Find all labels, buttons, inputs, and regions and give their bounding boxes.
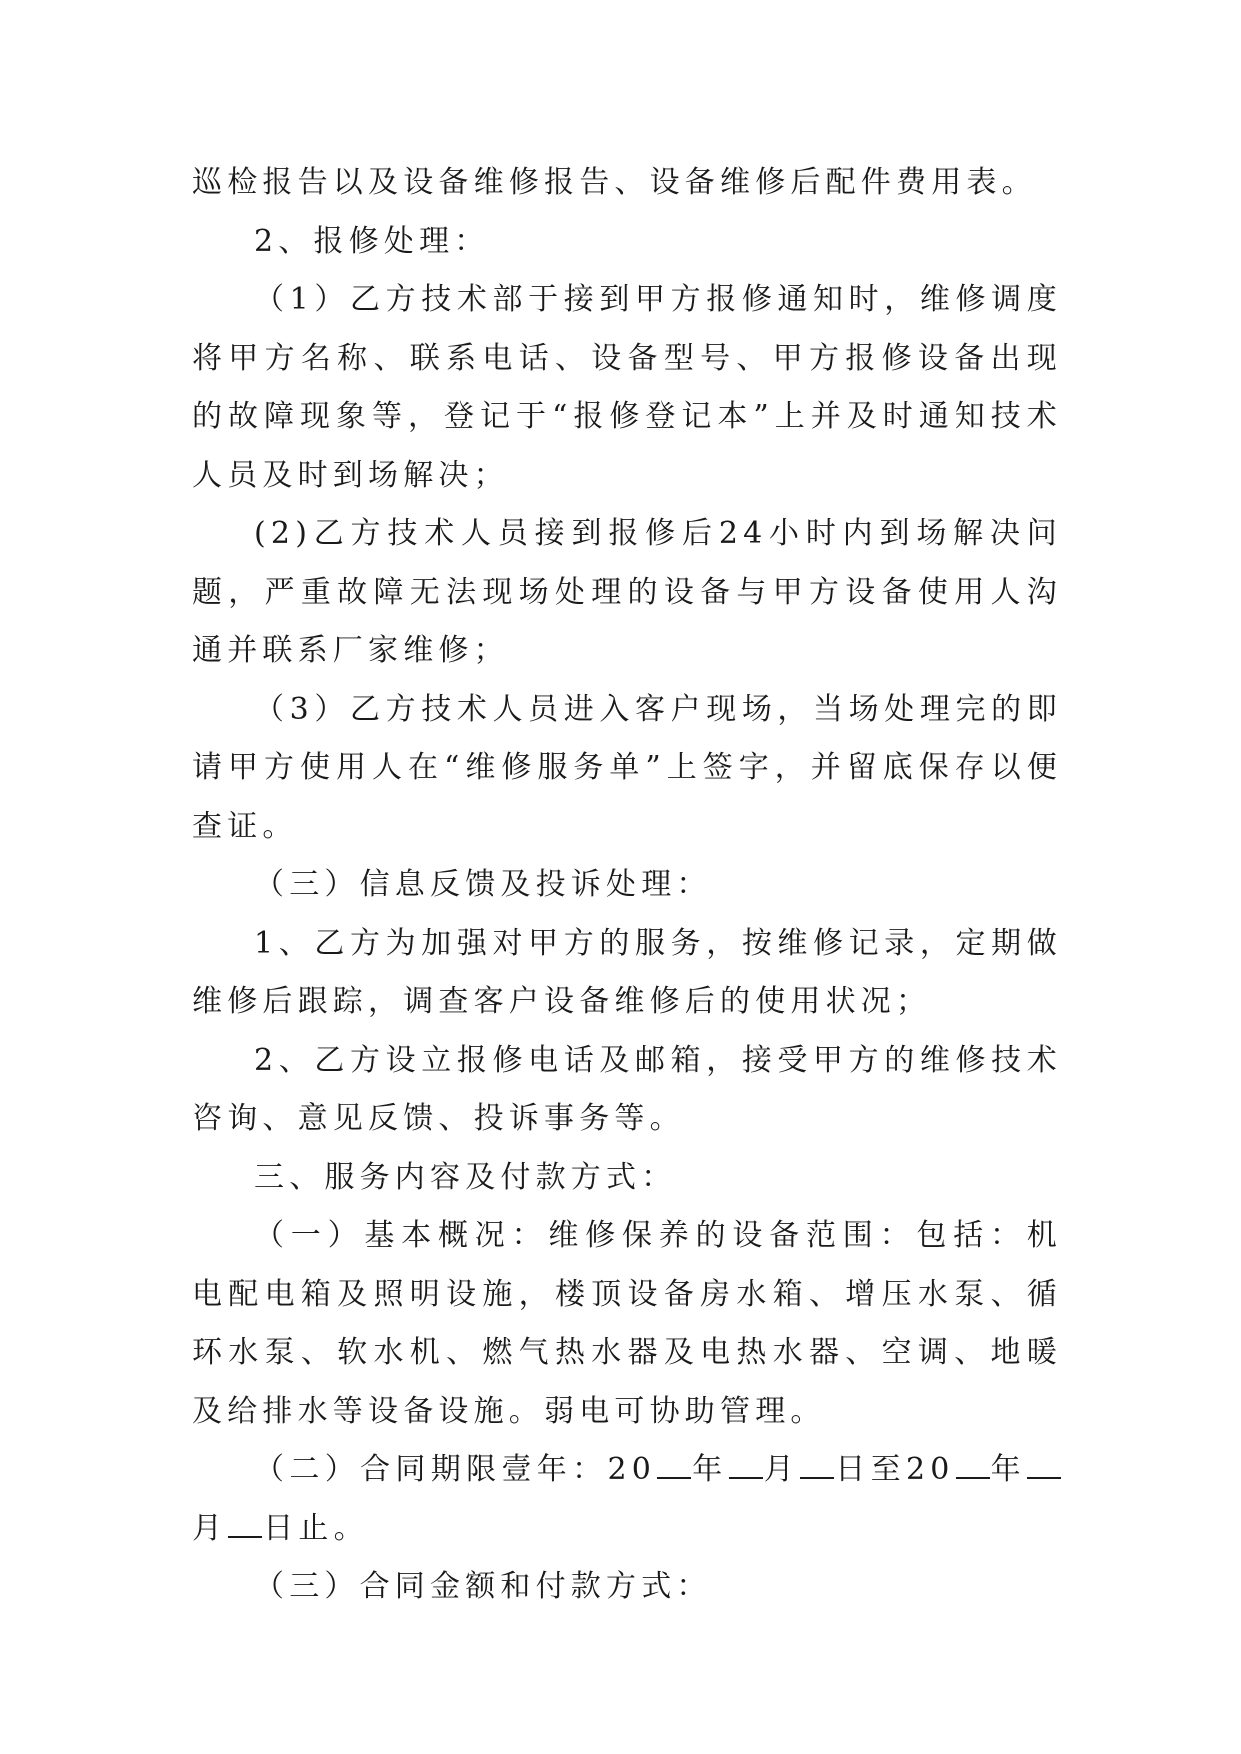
- document-body: [192, 154, 1062, 1617]
- paragraph-scope: （一）基本概况：维修保养的设备范围：包括：机电配电箱及照明设施，楼顶设备房水箱、增压水泵、循环水泵、软水机、燃气热水器及电热水器、空调、地暖及给排水等设备设施。弱电可协助管理。: [192, 1218, 1062, 1429]
- term-suffix: 止。: [298, 1510, 369, 1546]
- term-to: 至: [870, 1452, 906, 1487]
- blank-start-day[interactable]: [800, 1451, 834, 1479]
- blank-end-day[interactable]: [228, 1510, 262, 1538]
- blank-start-month[interactable]: [729, 1451, 763, 1479]
- paragraph-contract-term: [192, 1441, 1062, 1558]
- term-start-month-char: 月: [763, 1452, 800, 1487]
- blank-end-month[interactable]: [1027, 1451, 1061, 1479]
- paragraph-24h-response: (2)乙方技术人员接到报修后24小时内到场解决问题，严重故障无法现场处理的设备与甲方设备使用人沟通并联系厂家维修；: [192, 516, 1062, 668]
- paragraph-inspection-report: 巡检报告以及设备维修报告、设备维修后配件费用表。: [192, 165, 1037, 200]
- term-end-year-char: 年: [990, 1452, 1027, 1487]
- blank-end-year[interactable]: [956, 1451, 990, 1479]
- heading-amount-payment: （三）合同金额和付款方式：: [254, 1569, 712, 1604]
- heading-repair-handling: 2、报修处理：: [254, 223, 490, 259]
- term-start-year-prefix: 20: [607, 1452, 657, 1487]
- term-end-year-prefix: 20: [905, 1452, 955, 1487]
- heading-feedback-complaints: （三）信息反馈及投诉处理：: [254, 867, 712, 902]
- paragraph-service-sheet: （3）乙方技术人员进入客户现场，当场处理完的即请甲方使用人在“维修服务单”上签字，并留底保存以便查证。: [192, 691, 1062, 844]
- paragraph-repair-notice: （1）乙方技术部于接到甲方报修通知时，维修调度将甲方名称、联系电话、设备型号、甲方报修设备出现的故障现象等，登记于“报修登记本”上并及时通知技术人员及时到场解决；: [192, 282, 1062, 493]
- term-start-day-char: 日: [835, 1452, 871, 1487]
- term-end-day-char: 日: [263, 1510, 299, 1546]
- paragraph-hotline: 2、乙方设立报修电话及邮箱，接受甲方的维修技术咨询、意见反馈、投诉事务等。: [192, 1042, 1062, 1136]
- term-end-month-char: 月: [192, 1510, 228, 1546]
- heading-service-payment: 三、服务内容及付款方式：: [254, 1159, 677, 1195]
- term-start-year-char: 年: [692, 1452, 728, 1487]
- blank-start-year[interactable]: [657, 1451, 691, 1479]
- term-prefix: （二）合同期限壹年：: [254, 1452, 608, 1487]
- paragraph-followup: 1、乙方为加强对甲方的服务，按维修记录，定期做维修后跟踪，调查客户设备维修后的使用状况；: [192, 925, 1062, 1019]
